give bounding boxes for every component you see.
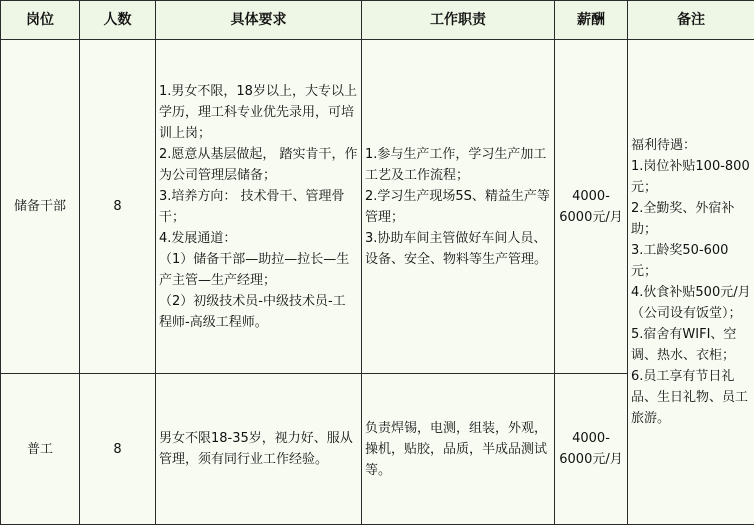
remark-line: 福利待遇： (631, 135, 751, 156)
duty-line: 3.协助车间主管做好车间人员、设备、安全、物料等生产管理。 (365, 228, 551, 270)
salary-cell: 4000-6000元/月 (555, 40, 628, 374)
header-duties: 工作职责 (362, 1, 555, 40)
position-cell: 储备干部 (1, 40, 80, 374)
count-cell: 8 (80, 374, 156, 525)
duty-line: 负责焊锡，电测，组装，外观，操机，贴胶，品质，半成品测试等。 (365, 418, 551, 481)
header-remarks: 备注 (628, 1, 754, 40)
requirements-cell (156, 40, 362, 374)
header-count: 人数 (80, 1, 156, 40)
table-row (1, 40, 754, 374)
requirement-line: 1.男女不限，18岁以上，大专以上学历，理工科专业优先录用，可培训上岗； (159, 81, 358, 144)
duty-line: 1.参与生产工作，学习生产加工工艺及工作流程； (365, 144, 551, 186)
duties-cell (362, 40, 555, 374)
remarks-cell (628, 40, 754, 525)
requirement-line: 3.培养方向： 技术骨干、管理骨干； (159, 186, 358, 228)
remark-line: 2.全勤奖、外宿补助； (631, 198, 751, 240)
requirements-cell (156, 374, 362, 525)
requirement-line: （2）初级技术员-中级技术员-工程师-高级工程师。 (159, 291, 358, 333)
requirement-line: 2.愿意从基层做起， 踏实肯干，作为公司管理层储备； (159, 144, 358, 186)
remark-line: 6.员工享有节日礼品、生日礼物、员工旅游。 (631, 366, 751, 429)
position-cell: 普工 (1, 374, 80, 525)
count-cell: 8 (80, 40, 156, 374)
requirement-line: （1）储备干部—助拉—拉长—生产主管—生产经理； (159, 249, 358, 291)
duties-cell (362, 374, 555, 525)
remark-line: 1.岗位补贴100-800元； (631, 156, 751, 198)
header-position: 岗位 (1, 1, 80, 40)
requirement-line: 男女不限18-35岁，视力好、服从管理，须有同行业工作经验。 (159, 428, 358, 470)
header-requirements: 具体要求 (156, 1, 362, 40)
header-row (1, 1, 754, 40)
header-salary: 薪酬 (555, 1, 628, 40)
requirement-line: 4.发展通道： (159, 228, 358, 249)
remark-line: 3.工龄奖50-600元； (631, 240, 751, 282)
duty-line: 2.学习生产现场5S、精益生产等管理； (365, 186, 551, 228)
remark-line: 4.伙食补贴500元/月（公司设有饭堂）； (631, 282, 751, 324)
remark-line: 5.宿舍有WIFI、空调、热水、衣柜； (631, 324, 751, 366)
salary-cell: 4000-6000元/月 (555, 374, 628, 525)
